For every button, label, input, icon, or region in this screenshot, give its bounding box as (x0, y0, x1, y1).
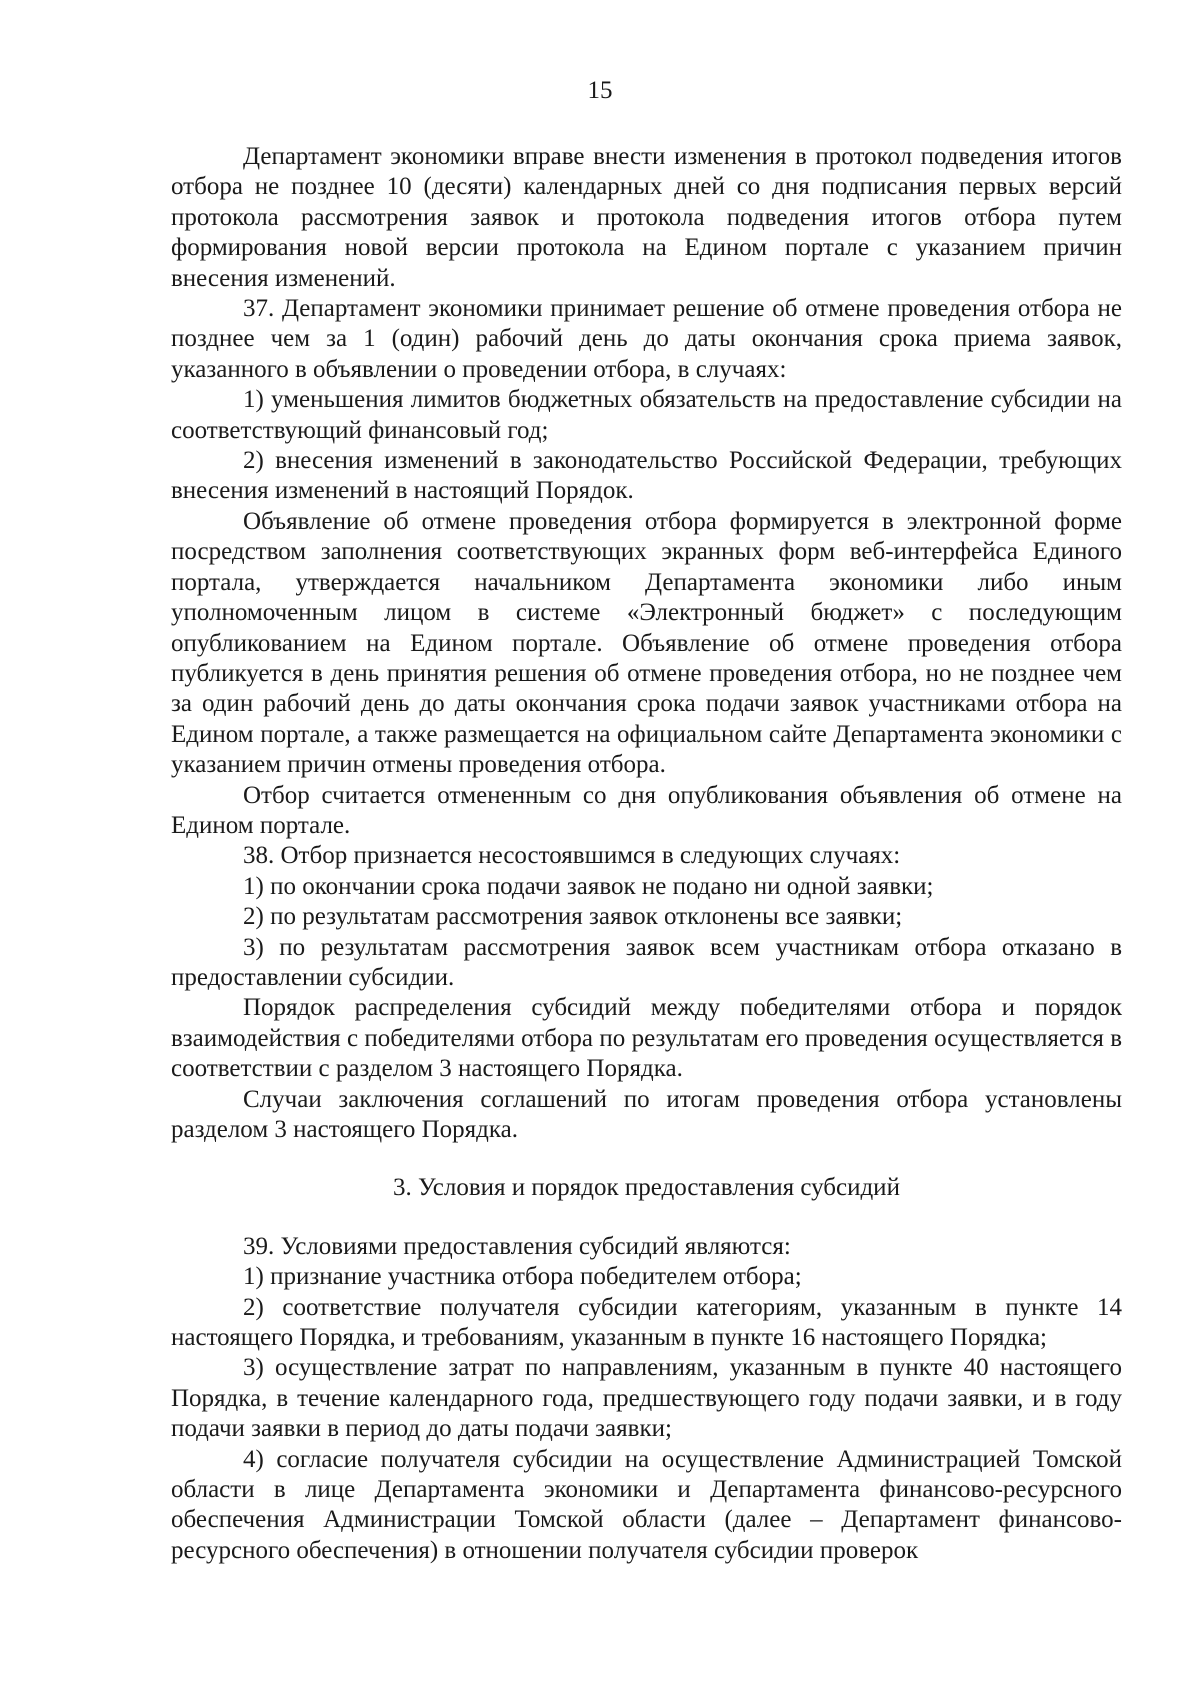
paragraph: 3) осуществление затрат по направлениям, указанным в пункте 40 настоящего Порядка, в течение календарного года, предшествующего году подачи заявки, и в году подачи заявки в период до даты подачи заявки; (171, 1354, 1122, 1443)
paragraph: 1) признание участника отбора победителем отбора; (243, 1263, 802, 1291)
paragraph: 38. Отбор признается несостоявшимся в следующих случаях: (243, 842, 901, 870)
document-body (171, 142, 1122, 1566)
paragraph: Случаи заключения соглашений по итогам проведения отбора установлены разделом 3 настоящего Порядка. (171, 1085, 1122, 1143)
paragraph: 4) согласие получателя субсидии на осуществление Администрацией Томской области в лице Департамента экономики и Департамента финансово-ресурсного обеспечения Администрации Томской области (далее – Департамент финансово-ресурсного обеспечения) в отношении получателя субсидии проверок (171, 1445, 1122, 1564)
paragraph: 3) по результатам рассмотрения заявок всем участникам отбора отказано в предоставлении субсидии. (171, 933, 1122, 991)
paragraph: 37. Департамент экономики принимает решение об отмене проведения отбора не позднее чем за 1 (один) рабочий день до даты окончания срока приема заявок, указанного в объявлении о проведении отбора, в случаях: (171, 295, 1122, 383)
section-heading: 3. Условия и порядок предоставления субсидий (393, 1174, 900, 1202)
paragraph: 1) по окончании срока подачи заявок не подано ни одной заявки; (243, 872, 934, 900)
paragraph: 39. Условиями предоставления субсидий являются: (243, 1232, 791, 1260)
page-number: 15 (587, 77, 613, 104)
paragraph: 2) внесения изменений в законодательство Российской Федерации, требующих внесения изменений в настоящий Порядок. (171, 447, 1122, 505)
paragraph: Отбор считается отмененным со дня опубликования объявления об отмене на Едином портале. (171, 781, 1122, 839)
paragraph: 2) соответствие получателя субсидии категориям, указанным в пункте 14 настоящего Порядка, и требованиям, указанным в пункте 16 настоящего Порядка; (171, 1293, 1122, 1352)
paragraph: Департамент экономики вправе внести изменения в протокол подведения итогов отбора не позднее 10 (десяти) календарных дней со дня подписания первых версий протокола рассмотрения заявок и протокола подведения итогов отбора путем формирования новой версии протокола на Едином портале с указанием причин внесения изменений. (171, 143, 1122, 292)
paragraph: 1) уменьшения лимитов бюджетных обязательств на предоставление субсидии на соответствующий финансовый год; (171, 386, 1122, 444)
paragraph: Порядок распределения субсидий между победителями отбора и порядок взаимодействия с победителями отбора по результатам его проведения осуществляется в соответствии с разделом 3 настоящего Порядка. (171, 994, 1122, 1083)
paragraph: 2) по результатам рассмотрения заявок отклонены все заявки; (243, 903, 903, 931)
paragraph: Объявление об отмене проведения отбора формируется в электронной форме посредством заполнения соответствующих экранных форм веб-интерфейса Единого портала, утверждается начальником Департамента экономики либо иным уполномоченным лицом в системе «Электронный бюджет» с последующим опубликованием на Едином портале. Объявление об отмене проведения отбора публикуется в день принятия решения об отмене проведения отбора, но не позднее чем за один рабочий день до даты окончания срока подачи заявок участниками отбора на Едином портале, а также размещается на официальном сайте Департамента экономики с указанием причин отмены проведения отбора. (171, 507, 1122, 779)
